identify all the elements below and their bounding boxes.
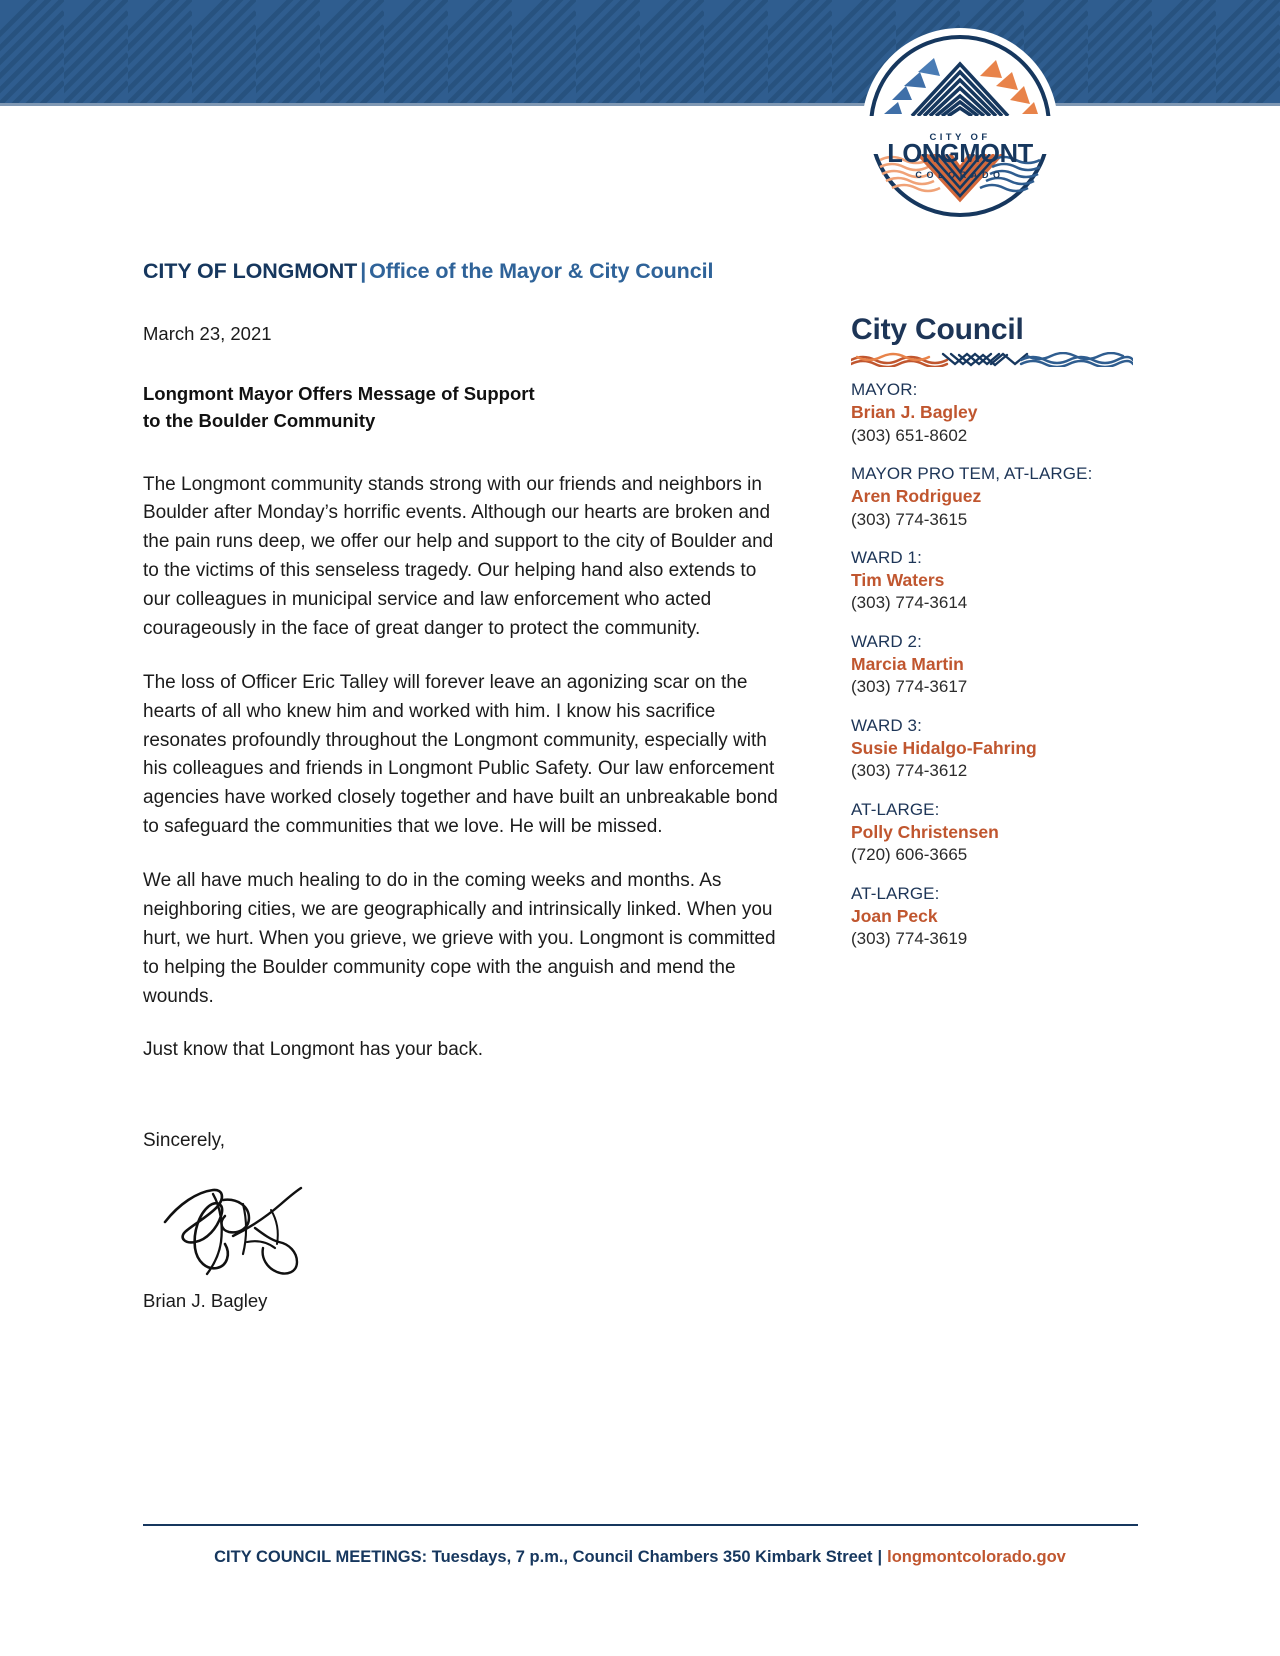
- header-rule: [0, 103, 1280, 106]
- council-phone[interactable]: (720) 606-3665: [851, 845, 968, 865]
- signer-name: Brian J. Bagley: [143, 1289, 268, 1311]
- letter-date: March 23, 2021: [143, 323, 272, 344]
- council-member: [851, 463, 1151, 531]
- masthead-separator: |: [360, 259, 367, 283]
- council-role: MAYOR PRO TEM, AT-LARGE:: [851, 463, 1093, 483]
- svg-text:LONGMONT: LONGMONT: [887, 140, 1033, 168]
- letter-subject-line-1: Longmont Mayor Offers Message of Support: [143, 382, 535, 404]
- letter-paragraph: The Longmont community stands strong with our friends and neighbors in Boulder after Monday’s horrific events. Although our hearts are broken and the pain runs deep, we offer our help and support to the city of Boulder and to the victims of this senseless tragedy. Our helping hand also extends to our colleagues in municipal service and law enforcement who acted courageously in the face of great danger to protect the community.: [143, 473, 774, 639]
- council-phone[interactable]: (303) 774-3612: [851, 761, 968, 781]
- council-name: Aren Rodriguez: [851, 486, 982, 507]
- footer-meetings: CITY COUNCIL MEETINGS: Tuesdays, 7 p.m., Council Chambers 350 Kimbark Street: [214, 1548, 873, 1566]
- footer: [0, 1548, 1280, 1567]
- council-member: [851, 379, 1151, 447]
- masthead-office: Office of the Mayor & City Council: [369, 259, 714, 283]
- council-phone[interactable]: (303) 774-3617: [851, 677, 968, 697]
- council-role: WARD 2:: [851, 631, 922, 651]
- footer-separator: |: [877, 1548, 883, 1566]
- letter-subject-line-2: to the Boulder Community: [143, 409, 376, 431]
- masthead-title: [143, 259, 713, 284]
- council-name: Marcia Martin: [851, 654, 964, 675]
- council-phone[interactable]: (303) 651-8602: [851, 425, 968, 445]
- letter-closing: Sincerely,: [143, 1130, 226, 1152]
- council-member: [851, 631, 1151, 699]
- council-role: AT-LARGE:: [851, 883, 940, 903]
- council-member: [851, 799, 1151, 867]
- footer-website-link[interactable]: longmontcolorado.gov: [887, 1548, 1066, 1566]
- header-banner: [0, 0, 1280, 103]
- council-member: [851, 883, 1151, 951]
- council-name: Tim Waters: [851, 570, 945, 591]
- council-name: Polly Christensen: [851, 822, 999, 843]
- letter-subject: [143, 381, 788, 435]
- council-member: [851, 715, 1151, 783]
- council-phone[interactable]: (303) 774-3619: [851, 929, 968, 949]
- council-name: Susie Hidalgo-Fahring: [851, 738, 1037, 759]
- council-name: Brian J. Bagley: [851, 402, 978, 423]
- city-council-sidebar: [851, 313, 1151, 967]
- masthead-org: CITY OF LONGMONT: [143, 259, 358, 283]
- council-role: AT-LARGE:: [851, 799, 940, 819]
- svg-text:CITY OF: CITY OF: [929, 132, 991, 143]
- council-role: MAYOR:: [851, 380, 918, 399]
- sidebar-title: City Council: [851, 313, 1024, 346]
- svg-text:COLORADO: COLORADO: [915, 170, 1005, 180]
- council-phone[interactable]: (303) 774-3614: [851, 593, 968, 613]
- letter-body: [143, 322, 788, 1314]
- letter-paragraph: We all have much healing to do in the coming weeks and months. As neighboring cities, we are geographically and intrinsically linked. When you hurt, we hurt. When you grieve, we grieve with you. Longmont is committed to helping the Boulder community cope with the anguish and mend the wounds.: [143, 870, 776, 1007]
- council-phone[interactable]: (303) 774-3615: [851, 509, 968, 529]
- letter-paragraph: Just know that Longmont has your back.: [143, 1039, 484, 1061]
- council-role: WARD 3:: [851, 715, 922, 735]
- letter-paragraph: The loss of Officer Eric Talley will forever leave an agonizing scar on the hearts of all who knew him and worked with him. I know his sacrifice resonates profoundly throughout the Longmont community, especially with his colleagues and friends in Longmont Public Safety. Our law enforcement agencies have worked closely together and have built an unbreakable bond to safeguard the communities that we love. He will be missed.: [143, 671, 778, 838]
- council-role: WARD 1:: [851, 547, 922, 567]
- city-of-longmont-logo-icon: [862, 28, 1058, 224]
- council-member: [851, 547, 1151, 615]
- wave-divider-icon: [851, 352, 1133, 367]
- footer-divider: [143, 1524, 1138, 1526]
- signature-image: [151, 1170, 331, 1282]
- council-name: Joan Peck: [851, 906, 938, 927]
